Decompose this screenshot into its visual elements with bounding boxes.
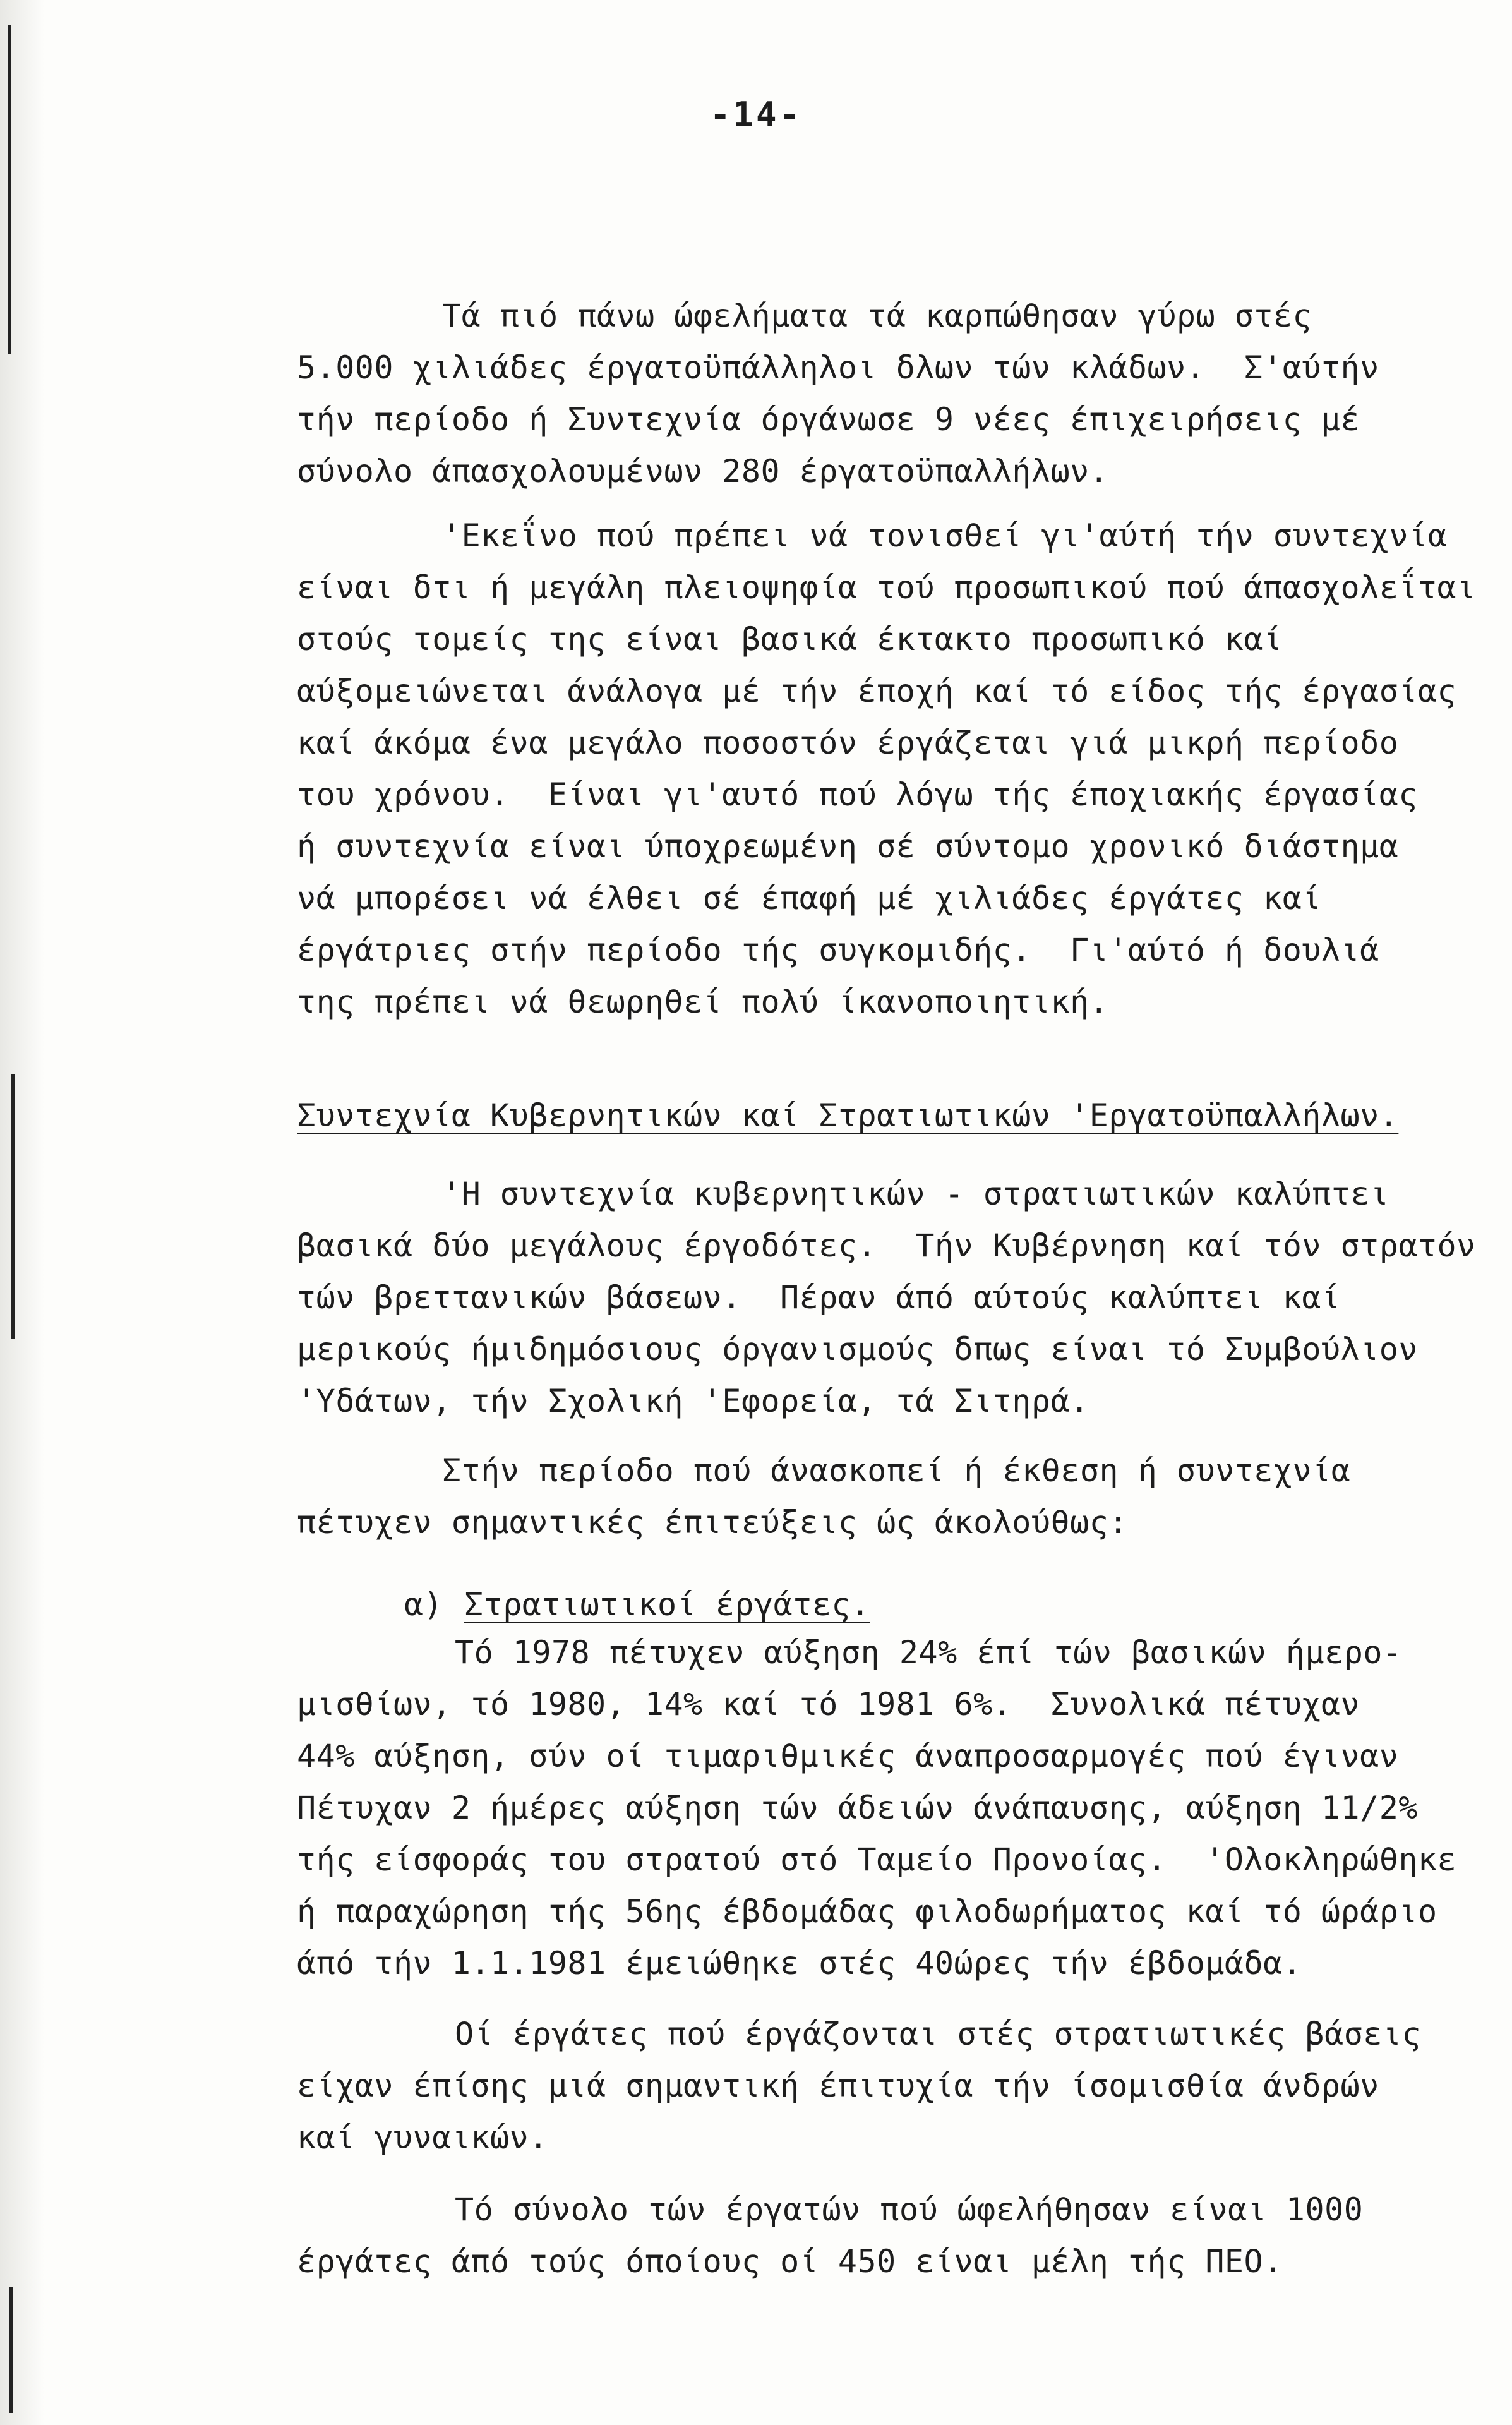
text-line: 44% αύξηση, σύν οί τιμαριθμικές άναπροσαρμογές πού έγιναν [297, 1738, 1399, 1774]
text-line: αύξομειώνεται άνάλογα μέ τήν έποχή καί τό είδος τής έργασίας [297, 673, 1457, 709]
text-line: καί άκόμα ένα μεγάλο ποσοστόν έργάζεται γιά μικρή περίοδο [297, 725, 1399, 761]
text-line: τήν περίοδο ή Συντεχνία όργάνωσε 9 νέες έπιχειρήσεις μέ [297, 401, 1360, 438]
text-line: 'Εκεΐνο πού πρέπει νά τονισθεί γι'αύτή τήν συντεχνία [442, 517, 1448, 554]
page-number: -14- [709, 95, 803, 135]
text-line: είναι δτι ή μεγάλη πλειοψηφία τού προσωπικού πού άπασχολεΐται [297, 569, 1476, 606]
text-line: Τό σύνολο τών έργατών πού ώφελήθησαν είναι 1000 [455, 2191, 1364, 2228]
binding-mark [8, 25, 11, 354]
text-line: ή συντεχνία είναι ύποχρεωμένη σέ σύντομο χρονικό διάστημα [297, 828, 1399, 865]
text-line: 'Υδάτων, τήν Σχολική 'Εφορεία, τά Σιτηρά. [297, 1383, 1089, 1419]
text-line: Πέτυχαν 2 ήμέρες αύξηση τών άδειών άνάπαυσης, αύξηση 11/2% [297, 1790, 1418, 1826]
text-line: ή παραχώρηση τής 56ης έβδομάδας φιλοδωρήματος καί τό ώράριο [297, 1893, 1437, 1930]
subsection-heading: Στρατιωτικοί έργάτες. [464, 1586, 870, 1623]
text-line: Τά πιό πάνω ώφελήματα τά καρπώθησαν γύρω στές [442, 298, 1312, 334]
text-line: σύνολο άπασχολουμένων 280 έργατοϋπαλλήλων. [297, 453, 1109, 490]
text-line: στούς τομείς της είναι βασικά έκτακτο προσωπικό καί [297, 621, 1283, 658]
text-line: Στήν περίοδο πού άνασκοπεί ή έκθεση ή συντεχνία [442, 1452, 1351, 1489]
section-heading: Συντεχνία Κυβερνητικών καί Στρατιωτικών 'Εργατοϋπαλλήλων. [297, 1097, 1399, 1134]
text-line: νά μπορέσει νά έλθει σέ έπαφή μέ χιλιάδες έργάτες καί [297, 880, 1321, 917]
binding-mark [9, 2287, 13, 2413]
text-line: τής είσφοράς του στρατού στό Ταμείο Προνοίας. 'Ολοκληρώθηκε [297, 1841, 1457, 1878]
text-line: της πρέπει νά θεωρηθεί πολύ ίκανοποιητική. [297, 984, 1109, 1020]
text-line: καί γυναικών. [297, 2119, 548, 2156]
text-line: 5.000 χιλιάδες έργατοϋπάλληλοι δλων τών κλάδων. Σ'αύτήν [297, 349, 1379, 386]
text-line: βασικά δύο μεγάλους έργοδότες. Τήν Κυβέρνηση καί τόν στρατόν [297, 1227, 1476, 1264]
text-line: Τό 1978 πέτυχεν αύξηση 24% έπί τών βασικών ήμερο- [455, 1634, 1402, 1671]
text-line: μισθίων, τό 1980, 14% καί τό 1981 6%. Συνολικά πέτυχαν [297, 1686, 1360, 1723]
subsection-label: α) [404, 1586, 443, 1623]
text-line: μερικούς ήμιδημόσιους όργανισμούς δπως είναι τό Συμβούλιον [297, 1331, 1418, 1368]
text-line: του χρόνου. Είναι γι'αυτό πού λόγω τής έποχιακής έργασίας [297, 776, 1418, 813]
text-line: άπό τήν 1.1.1981 έμειώθηκε στές 40ώρες τήν έβδομάδα. [297, 1945, 1302, 1982]
text-line: είχαν έπίσης μιά σημαντική έπιτυχία τήν ίσομισθία άνδρών [297, 2067, 1379, 2104]
text-line: τών βρεττανικών βάσεων. Πέραν άπό αύτούς καλύπτει καί [297, 1279, 1341, 1316]
text-line: έργάτριες στήν περίοδο τής συγκομιδής. Γι'αύτό ή δουλιά [297, 932, 1379, 968]
text-line: Οί έργάτες πού έργάζονται στές στρατιωτικές βάσεις [455, 2016, 1422, 2052]
binding-mark [11, 1074, 15, 1339]
scanned-page-edge [0, 0, 44, 2425]
text-line: 'Η συντεχνία κυβερνητικών - στρατιωτικών καλύπτει [442, 1176, 1389, 1212]
text-line: έργάτες άπό τούς όποίους οί 450 είναι μέλη τής ΠΕΟ. [297, 2243, 1283, 2280]
text-line: πέτυχεν σημαντικές έπιτεύξεις ώς άκολούθως: [297, 1504, 1128, 1541]
